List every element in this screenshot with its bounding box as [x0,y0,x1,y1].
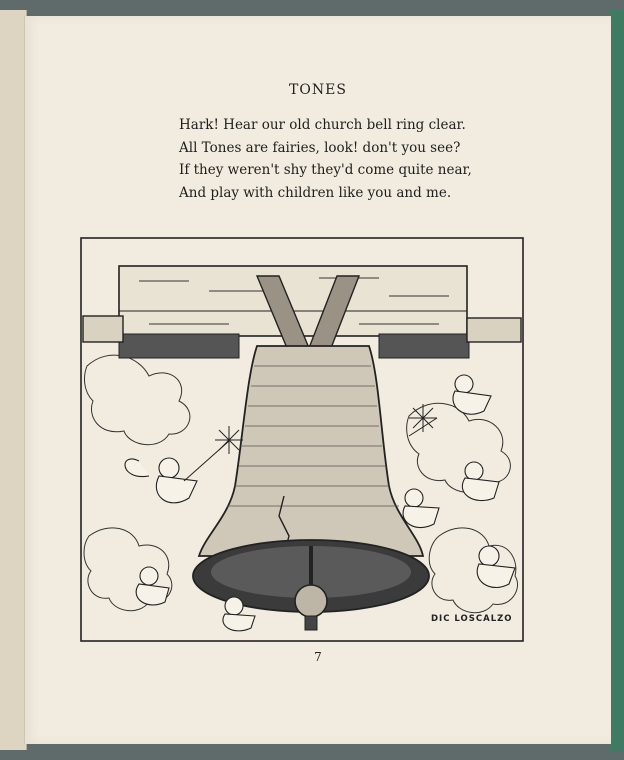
poem-line-3: If they weren't shy they'd come quite near, [179,162,472,178]
artist-signature: DIC LOSCALZO [431,614,513,624]
facing-page-edge [0,10,27,750]
bell-with-fairies-drawing [79,236,525,643]
poem-line-2: All Tones are fairies, look! don't you see? [179,139,461,156]
book-page [24,16,611,744]
poem-title: TONES [289,82,347,98]
bell-illustration [79,236,525,643]
page-number: 7 [314,650,322,664]
poem-line-4: And play with children like you and me. [179,184,452,201]
poem [179,114,499,204]
poem-line-1: Hark! Hear our old church bell ring clear. [179,117,466,133]
book-cover-edge [610,10,624,752]
